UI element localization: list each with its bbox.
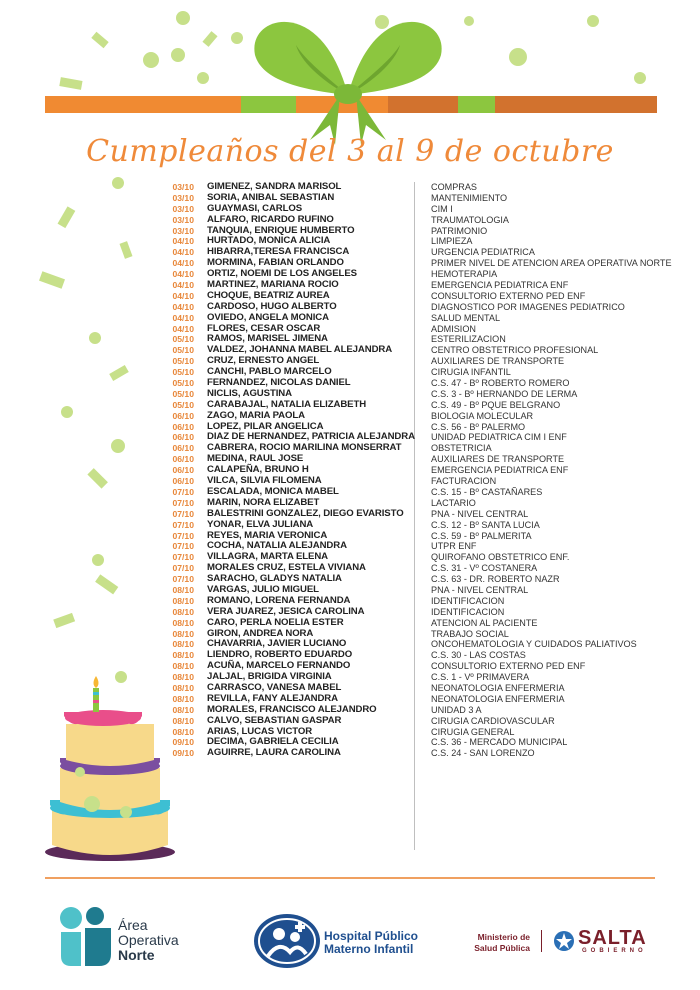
- employee-name: ARIAS, LUCAS VICTOR: [207, 725, 313, 737]
- birthday-date: 04/10: [172, 323, 194, 334]
- employee-department: ONCOHEMATOLOGIA Y CUIDADOS PALIATIVOS: [431, 639, 637, 650]
- birthday-date: 05/10: [172, 378, 194, 389]
- employee-department: TRAUMATOLOGIA: [431, 214, 509, 225]
- employee-name: CABRERA, ROCIO MARILINA MONSERRAT: [207, 442, 402, 454]
- birthday-date: 08/10: [172, 606, 194, 617]
- list-item: [150, 215, 670, 226]
- employee-name: LOPEZ, PILAR ANGELICA: [207, 420, 324, 432]
- employee-name: REVILLA, FANY ALEJANDRA: [207, 692, 338, 704]
- list-item: [150, 313, 670, 324]
- employee-name: VERA JUAREZ, JESICA CAROLINA: [207, 605, 365, 617]
- employee-name: VILCA, SILVIA FILOMENA: [207, 475, 322, 487]
- employee-department: C.S. 36 - MERCADO MUNICIPAL: [431, 737, 568, 748]
- employee-name: MORMINA, FABIAN ORLANDO: [207, 257, 344, 269]
- employee-name: AGUIRRE, LAURA CAROLINA: [207, 747, 341, 759]
- employee-name: CARRASCO, VANESA MABEL: [207, 681, 342, 693]
- list-item: [150, 509, 670, 520]
- employee-department: EMERGENCIA PEDIATRICA ENF: [431, 465, 569, 476]
- employee-name: FLORES, CESAR OSCAR: [207, 322, 321, 334]
- birthday-date: 09/10: [172, 748, 194, 759]
- birthday-date: 03/10: [172, 214, 194, 225]
- list-item: [150, 607, 670, 618]
- birthday-date: 04/10: [172, 301, 194, 312]
- birthday-date: 07/10: [172, 563, 194, 574]
- employee-name: MORALES CRUZ, ESTELA VIVIANA: [207, 562, 366, 574]
- birthday-date: 04/10: [172, 247, 194, 258]
- employee-name: HURTADO, MONICA ALICIA: [207, 235, 331, 247]
- employee-name: RAMOS, MARISEL JIMENA: [207, 333, 328, 345]
- employee-department: C.S. 1 - Vº PRIMAVERA: [431, 672, 530, 683]
- employee-name: GIRON, ANDREA NORA: [207, 627, 314, 639]
- employee-name: GUAYMASI, CARLOS: [207, 202, 303, 214]
- employee-department: AUXILIARES DE TRANSPORTE: [431, 356, 565, 367]
- employee-department: TRABAJO SOCIAL: [431, 628, 509, 639]
- employee-name: DECIMA, GABRIELA CECILIA: [207, 736, 339, 748]
- birthday-date: 06/10: [172, 465, 194, 476]
- employee-department: CONSULTORIO EXTERNO PED ENF: [431, 661, 586, 672]
- list-item: [150, 520, 670, 531]
- list-item: [150, 618, 670, 629]
- employee-department: BIOLOGIA MOLECULAR: [431, 410, 534, 421]
- birthday-date: 05/10: [172, 367, 194, 378]
- employee-name: MARIN, NORA ELIZABET: [207, 496, 320, 508]
- employee-name: CARABAJAL, NATALIA ELIZABETH: [207, 398, 367, 410]
- birthday-date: 08/10: [172, 693, 194, 704]
- list-item: [150, 716, 670, 727]
- employee-name: BALESTRINI GONZALEZ, DIEGO EVARISTO: [207, 507, 404, 519]
- employee-name: SORIA, ANIBAL SEBASTIAN: [207, 191, 335, 203]
- birthday-date: 05/10: [172, 345, 194, 356]
- employee-name: CARDOSO, HUGO ALBERTO: [207, 300, 337, 312]
- birthday-date: 08/10: [172, 682, 194, 693]
- employee-department: C.S. 63 - DR. ROBERTO NAZR: [431, 574, 560, 585]
- birthday-date: 07/10: [172, 508, 194, 519]
- employee-name: MORALES, FRANCISCO ALEJANDRO: [207, 703, 377, 715]
- birthday-date: 07/10: [172, 552, 194, 563]
- employee-department: PRIMER NIVEL DE ATENCION AREA OPERATIVA NORTE: [431, 258, 672, 269]
- birthday-date: 08/10: [172, 595, 194, 606]
- ministry-name: Ministerio de Salud Pública: [474, 932, 530, 953]
- employee-department: C.S. 12 - Bº SANTA LUCIA: [431, 519, 540, 530]
- birthday-date: 07/10: [172, 574, 194, 585]
- birthday-date: 04/10: [172, 290, 194, 301]
- ministry-separator: [541, 930, 542, 952]
- employee-name: ALFARO, RICARDO RUFINO: [207, 213, 334, 225]
- birthday-date: 03/10: [172, 225, 194, 236]
- employee-name: SARACHO, GLADYS NATALIA: [207, 573, 342, 585]
- birthday-list: [150, 182, 670, 759]
- employee-name: CHAVARRIA, JAVIER LUCIANO: [207, 638, 347, 650]
- employee-department: CIRUGIA INFANTIL: [431, 367, 511, 378]
- birthday-date: 07/10: [172, 530, 194, 541]
- employee-department: PNA - NIVEL CENTRAL: [431, 584, 529, 595]
- employee-department: LIMPIEZA: [431, 236, 473, 247]
- birthday-date: 06/10: [172, 443, 194, 454]
- employee-department: MANTENIMIENTO: [431, 192, 508, 203]
- employee-department: ADMISION: [431, 323, 476, 334]
- birthday-date: 08/10: [172, 628, 194, 639]
- employee-name: ACUÑA, MARCELO FERNANDO: [207, 660, 351, 672]
- employee-department: EMERGENCIA PEDIATRICA ENF: [431, 280, 569, 291]
- birthday-date: 09/10: [172, 737, 194, 748]
- employee-department: UNIDAD PEDIATRICA CIM I ENF: [431, 432, 567, 443]
- employee-name: ESCALADA, MONICA MABEL: [207, 485, 339, 497]
- birthday-date: 08/10: [172, 661, 194, 672]
- gobierno-wordmark: GOBIERNO: [582, 948, 647, 954]
- birthday-date: 07/10: [172, 497, 194, 508]
- birthday-date: 08/10: [172, 715, 194, 726]
- birthday-date: 08/10: [172, 650, 194, 661]
- employee-name: CALAPEÑA, BRUNO H: [207, 464, 309, 476]
- birthday-date: 07/10: [172, 541, 194, 552]
- page-title: Cumpleaños del 3 al 9 de octubre: [86, 134, 614, 169]
- area-operativa-text: Área Operativa Norte: [118, 917, 179, 963]
- employee-department: C.S. 15 - Bº CASTAÑARES: [431, 486, 543, 497]
- employee-name: CRUZ, ERNESTO ANGEL: [207, 355, 320, 367]
- birthday-date: 06/10: [172, 476, 194, 487]
- employee-department: C.S. 49 - Bº PQUE BELGRANO: [431, 399, 561, 410]
- employee-name: TANQUIA, ENRIQUE HUMBERTO: [207, 224, 355, 236]
- list-item: [150, 411, 670, 422]
- employee-department: QUIROFANO OBSTETRICO ENF.: [431, 552, 570, 563]
- employee-name: JALJAL, BRIGIDA VIRGINIA: [207, 671, 332, 683]
- employee-department: PNA - NIVEL CENTRAL: [431, 508, 529, 519]
- gift-bow-icon: [254, 22, 441, 145]
- birthday-date: 06/10: [172, 421, 194, 432]
- employee-department: C.S. 3 - Bº HERNANDO DE LERMA: [431, 388, 578, 399]
- birthday-date: 07/10: [172, 519, 194, 530]
- employee-department: AUXILIARES DE TRANSPORTE: [431, 454, 565, 465]
- hospital-logo: [252, 912, 322, 970]
- employee-name: HIBARRA,TERESA FRANCISCA: [207, 246, 350, 258]
- birthday-date: 04/10: [172, 258, 194, 269]
- birthday-date: 05/10: [172, 388, 194, 399]
- employee-name: GIMENEZ, SANDRA MARISOL: [207, 181, 342, 192]
- birthday-date: 03/10: [172, 203, 194, 214]
- employee-department: DIAGNOSTICO POR IMAGENES PEDIATRICO: [431, 301, 625, 312]
- birthday-date: 04/10: [172, 236, 194, 247]
- employee-name: OVIEDO, ANGELA MONICA: [207, 311, 329, 323]
- birthday-date: 04/10: [172, 269, 194, 280]
- employee-department: CONSULTORIO EXTERNO PED ENF: [431, 290, 586, 301]
- employee-department: CIM I: [431, 203, 453, 214]
- employee-name: MEDINA, RAUL JOSE: [207, 453, 304, 465]
- area-operativa-logo: [55, 904, 115, 968]
- employee-department: C.S. 24 - SAN LORENZO: [431, 748, 535, 759]
- employee-name: CARO, PERLA NOELIA ESTER: [207, 616, 344, 628]
- birthday-date: 08/10: [172, 584, 194, 595]
- employee-name: COCHA, NATALIA ALEJANDRA: [207, 540, 347, 552]
- employee-name: ROMANO, LORENA FERNANDA: [207, 594, 351, 606]
- employee-department: C.S. 31 - Vº COSTANERA: [431, 563, 538, 574]
- employee-department: COMPRAS: [431, 182, 477, 192]
- birthday-date: 08/10: [172, 672, 194, 683]
- employee-department: LACTARIO: [431, 497, 476, 508]
- employee-name: ORTIZ, NOEMI DE LOS ANGELES: [207, 268, 357, 280]
- employee-name: VILLAGRA, MARTA ELENA: [207, 551, 329, 563]
- employee-department: C.S. 47 - Bº ROBERTO ROMERO: [431, 378, 570, 389]
- birthday-date: 07/10: [172, 486, 194, 497]
- employee-name: LIENDRO, ROBERTO EDUARDO: [207, 649, 353, 661]
- employee-department: PATRIMONIO: [431, 225, 488, 236]
- birthday-date: 08/10: [172, 617, 194, 628]
- employee-department: ESTERILIZACION: [431, 334, 506, 345]
- employee-department: HEMOTERAPIA: [431, 269, 498, 280]
- birthday-date: 04/10: [172, 312, 194, 323]
- salta-star-logo: [553, 930, 575, 952]
- employee-department: C.S. 59 - Bº PALMERITA: [431, 530, 532, 541]
- employee-name: CALVO, SEBASTIAN GASPAR: [207, 714, 342, 726]
- birthday-date: 06/10: [172, 432, 194, 443]
- employee-department: NEONATOLOGIA ENFERMERIA: [431, 682, 565, 693]
- salta-wordmark: SALTA: [578, 927, 647, 949]
- employee-department: CIRUGIA GENERAL: [431, 726, 515, 737]
- employee-name: VARGAS, JULIO MIGUEL: [207, 583, 319, 595]
- employee-department: UNIDAD 3 A: [431, 704, 482, 715]
- employee-department: CENTRO OBSTETRICO PROFESIONAL: [431, 345, 599, 356]
- employee-name: FERNANDEZ, NICOLAS DANIEL: [207, 377, 351, 389]
- employee-name: DIAZ DE HERNANDEZ, PATRICIA ALEJANDRA: [207, 431, 415, 443]
- birthday-date: 05/10: [172, 334, 194, 345]
- employee-department: C.S. 30 - LAS COSTAS: [431, 650, 526, 661]
- employee-department: SALUD MENTAL: [431, 312, 501, 323]
- employee-department: URGENCIA PEDIATRICA: [431, 247, 535, 258]
- birthday-date: 03/10: [172, 182, 194, 192]
- footer-divider: [45, 877, 655, 879]
- birthday-date: 04/10: [172, 280, 194, 291]
- birthday-date: 08/10: [172, 726, 194, 737]
- employee-name: ZAGO, MARIA PAOLA: [207, 409, 305, 421]
- employee-department: NEONATOLOGIA ENFERMERIA: [431, 693, 565, 704]
- employee-name: REYES, MARIA VERONICA: [207, 529, 328, 541]
- employee-department: ATENCION AL PACIENTE: [431, 617, 538, 628]
- employee-department: UTPR ENF: [431, 541, 477, 552]
- employee-name: NICLIS, AGUSTINA: [207, 387, 292, 399]
- employee-department: IDENTIFICACION: [431, 595, 505, 606]
- employee-department: FACTURACION: [431, 476, 497, 487]
- birthday-date: 06/10: [172, 454, 194, 465]
- birthday-date: 05/10: [172, 356, 194, 367]
- birthday-date: 05/10: [172, 399, 194, 410]
- birthday-date: 06/10: [172, 410, 194, 421]
- list-item: [150, 748, 670, 759]
- employee-name: MARTINEZ, MARIANA ROCIO: [207, 279, 339, 291]
- birthday-date: 08/10: [172, 704, 194, 715]
- birthday-date: 08/10: [172, 639, 194, 650]
- employee-name: YONAR, ELVA JULIANA: [207, 518, 314, 530]
- employee-name: CANCHI, PABLO MARCELO: [207, 366, 332, 378]
- birthday-date: 03/10: [172, 192, 194, 203]
- employee-department: CIRUGIA CARDIOVASCULAR: [431, 715, 555, 726]
- employee-name: VALDEZ, JOHANNA MABEL ALEJANDRA: [207, 344, 393, 356]
- list-item: [150, 705, 670, 716]
- hospital-name: Hospital Público Materno Infantil: [324, 929, 419, 956]
- employee-department: IDENTIFICACION: [431, 606, 505, 617]
- employee-department: C.S. 56 - Bº PALERMO: [431, 421, 526, 432]
- employee-department: OBSTETRICIA: [431, 443, 492, 454]
- employee-name: CHOQUE, BEATRIZ AUREA: [207, 289, 330, 301]
